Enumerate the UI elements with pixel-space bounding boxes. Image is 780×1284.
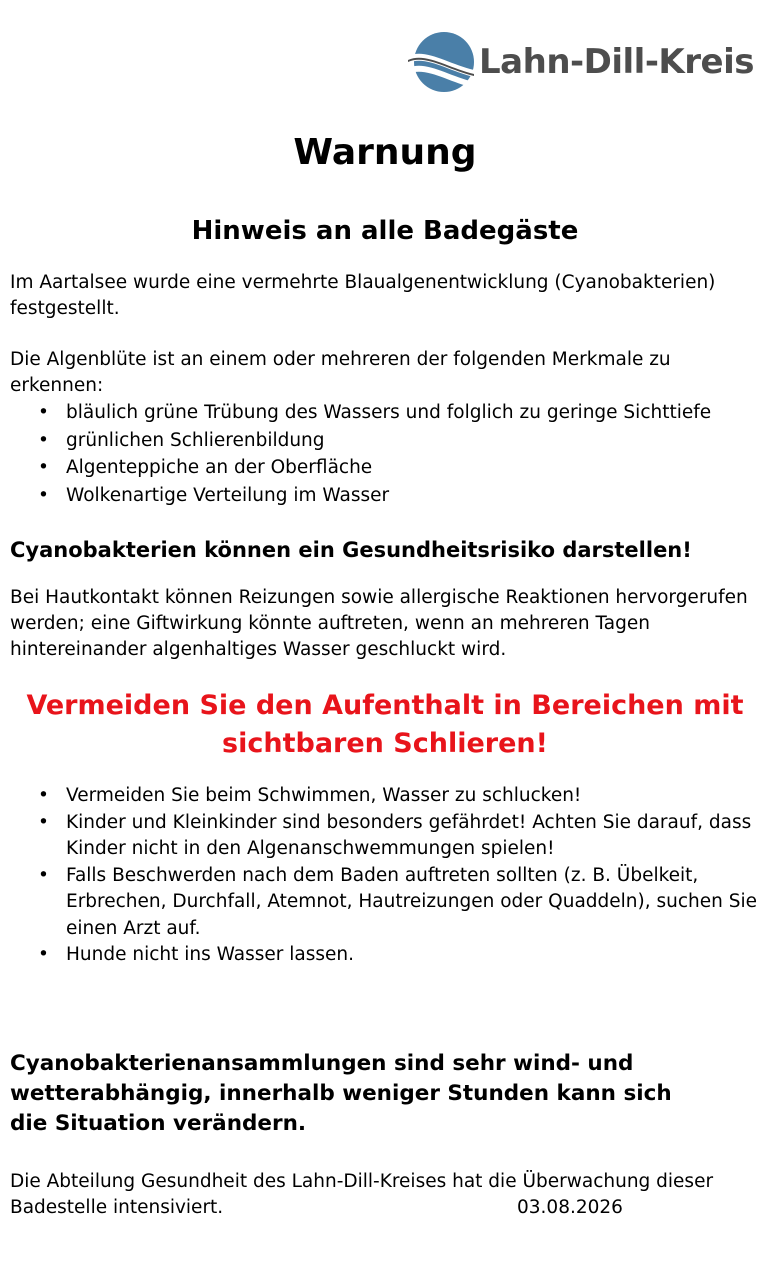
risk-paragraph: Bei Hautkontakt können Reizungen sowie allergische Reaktionen hervorgerufen werden; eine Giftwirkung könnte auftreten, wenn an mehreren Tagen hintereinander algenhaltiges Wasser geschluckt wird.	[10, 587, 748, 660]
page-title: Warnung	[293, 132, 477, 173]
footer-line-1: Die Abteilung Gesundheit des Lahn-Dill-Kreises hat die Überwachung dieser	[10, 1170, 714, 1192]
page-subtitle: Hinweis an alle Badegäste	[191, 216, 579, 246]
logo-emblem-icon	[408, 30, 474, 96]
list-item: • grünlichen Schlierenbildung	[66, 427, 760, 455]
features-list	[10, 399, 760, 509]
risk-heading: Cyanobakterien können ein Gesundheitsrisiko darstellen!	[10, 538, 692, 562]
list-item: • Kinder und Kleinkinder sind besonders gefährdet! Achten Sie darauf, dass Kinder nicht in den Algenanschwemmungen spielen!	[66, 810, 760, 863]
intro-paragraph: Im Aartalsee wurde eine vermehrte Blaualgenentwicklung (Cyanobakterien) festgestellt.	[10, 272, 716, 319]
advice-list	[10, 783, 760, 969]
wind-heading: Cyanobakterienansammlungen sind sehr wind- und wetterabhängig, innerhalb weniger Stunden kann sich die Situation verändern.	[10, 1050, 672, 1136]
warning-heading: Vermeiden Sie den Aufenthalt in Bereichen mit sichtbaren Schlieren!	[26, 690, 744, 759]
footer-line-2-row	[10, 1195, 760, 1221]
footer-date: 03.08.2026	[517, 1196, 623, 1218]
features-intro: Die Algenblüte ist an einem oder mehreren der folgenden Merkmale zu erkennen:	[10, 349, 671, 396]
list-item: • Vermeiden Sie beim Schwimmen, Wasser zu schlucken!	[66, 783, 760, 810]
logo-text: Lahn-Dill-Kreis	[479, 42, 754, 82]
list-item: • Falls Beschwerden nach dem Baden auftreten sollten (z. B. Übelkeit, Erbrechen, Durchfall, Atemnot, Hautreizungen oder Quaddeln), suchen Sie einen Arzt auf.	[66, 863, 760, 943]
list-item: • bläulich grüne Trübung des Wassers und folglich zu geringe Sichttiefe	[66, 399, 760, 427]
lahn-dill-kreis-logo	[408, 30, 758, 96]
list-item: • Algenteppiche an der Oberfläche	[66, 454, 760, 482]
footer	[10, 1169, 760, 1221]
notice-content	[10, 128, 760, 1221]
list-item: • Wolkenartige Verteilung im Wasser	[66, 482, 760, 510]
list-item: • Hunde nicht ins Wasser lassen.	[66, 942, 760, 969]
footer-line-2: Badestelle intensiviert.	[10, 1196, 224, 1218]
